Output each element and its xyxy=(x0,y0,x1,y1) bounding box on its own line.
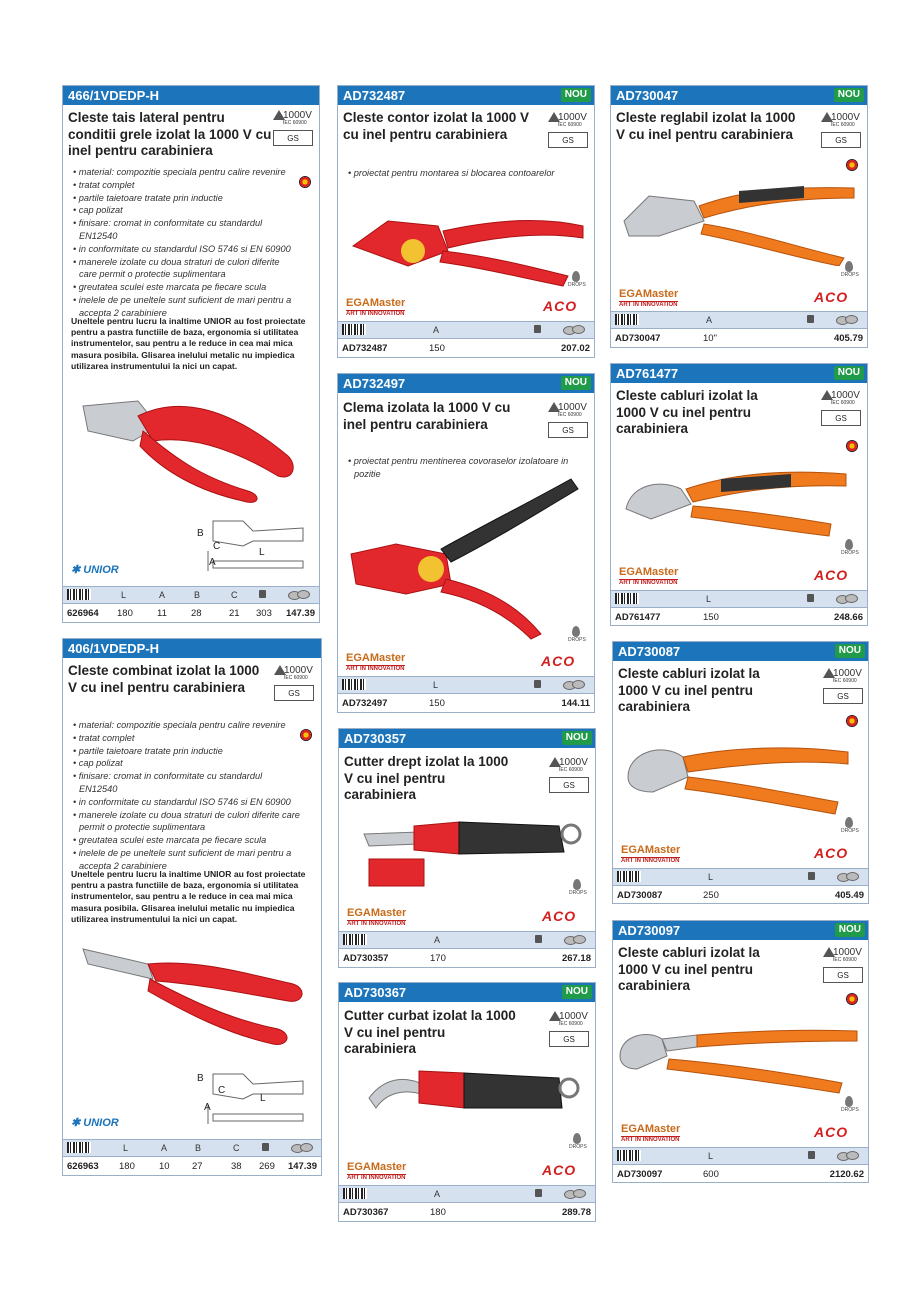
weight-icon xyxy=(535,935,542,943)
product-card xyxy=(337,373,595,713)
table-header xyxy=(338,676,594,694)
table-header xyxy=(613,1147,868,1165)
product-code-header: 406/1VDEDP-H xyxy=(63,639,321,658)
feature-item: • tratat complet xyxy=(73,732,135,743)
table-header xyxy=(63,1139,321,1157)
barcode-icon xyxy=(67,1142,91,1153)
feature-item: • material: compozitie speciala pentru calire revenire xyxy=(73,167,286,177)
table-header xyxy=(339,1185,595,1203)
barcode-icon xyxy=(67,589,91,600)
new-badge: NOU xyxy=(561,376,591,390)
feature-list xyxy=(71,719,301,873)
barcode-icon xyxy=(343,1188,367,1199)
weight-icon xyxy=(262,1143,269,1151)
aco-logo: ACO xyxy=(814,567,849,583)
col-l: L xyxy=(708,1151,714,1161)
coins-icon xyxy=(836,315,858,324)
coins-icon xyxy=(563,325,585,334)
col-c: C xyxy=(231,590,238,600)
cable-cutter-image xyxy=(623,737,858,817)
table-row: AD732497 150 144.11 xyxy=(342,698,590,709)
barcode-icon xyxy=(615,314,639,325)
table-row: AD730097 600 2120.62 xyxy=(617,1169,864,1180)
product-title: Cleste cabluri izolat la 1000 V cu inel pentru carabiniera xyxy=(616,388,758,436)
product-code-header: AD732487 NOU xyxy=(338,86,594,105)
col-l: L xyxy=(708,872,714,882)
feature-item: • greutatea sculei este marcata pe fiecare scula xyxy=(73,835,267,846)
product-card xyxy=(337,85,595,358)
combination-plier-image xyxy=(78,939,313,1049)
product-code-header: AD730097 NOU xyxy=(613,921,868,940)
product-title: Clema izolata la 1000 V cu inel pentru carabiniera xyxy=(343,400,511,432)
drops-icon: DROPS xyxy=(841,817,857,834)
new-badge: NOU xyxy=(562,731,592,745)
adjustable-plier-image xyxy=(619,176,859,266)
product-card xyxy=(610,363,868,626)
aco-logo: ACO xyxy=(814,1124,849,1140)
feature-item: • material: compozitie speciala pentru calire revenire xyxy=(73,720,286,730)
weight-icon xyxy=(808,1151,815,1159)
product-code-header: AD730047 NOU xyxy=(611,86,867,105)
coins-icon xyxy=(564,935,586,944)
col-l: L xyxy=(123,1143,129,1153)
barcode-icon xyxy=(617,1150,641,1161)
feature-list xyxy=(71,166,299,320)
weight-icon xyxy=(259,590,266,598)
table-row: AD730367 180 289.78 xyxy=(343,1207,591,1218)
feature-item: • proiectat pentru mentinerea covoraselor izolatoare in pozitie xyxy=(348,456,569,479)
weight-icon xyxy=(534,325,541,333)
product-code-header: AD730087 NOU xyxy=(613,642,868,661)
dim-label-b: B xyxy=(197,528,204,539)
straight-cutter-image xyxy=(359,814,589,894)
germany-flag-icon xyxy=(846,159,858,171)
certification-1000v: 1000V IEC 60900 GS xyxy=(821,390,865,434)
feature-item: • proiectat pentru montarea si blocarea contoarelor xyxy=(348,168,555,178)
product-card xyxy=(338,728,596,968)
feature-item: • finisare: cromat in conformitate cu standardul EN12540 xyxy=(73,771,263,794)
drops-icon: DROPS xyxy=(569,879,585,896)
germany-flag-icon xyxy=(299,176,311,188)
feature-item: • finisare: cromat in conformitate cu standardul EN12540 xyxy=(73,218,263,241)
aco-logo: ACO xyxy=(542,1162,577,1178)
new-badge: NOU xyxy=(835,644,865,658)
new-badge: NOU xyxy=(835,923,865,937)
dimension-drawing xyxy=(203,1069,315,1129)
certification-1000v: 1000V IEC 60900 GS xyxy=(821,112,865,156)
feature-item: • tratat complet xyxy=(73,179,135,190)
drops-icon: DROPS xyxy=(569,1133,585,1150)
col-b: B xyxy=(194,590,201,600)
barcode-icon xyxy=(343,934,367,945)
germany-flag-icon xyxy=(846,993,858,1005)
product-title: Cleste reglabil izolat la 1000 V cu inel pentru carabiniera xyxy=(616,110,796,142)
drops-icon: DROPS xyxy=(841,261,857,278)
ega-master-logo: EGAMaster ART IN INNOVATION xyxy=(619,566,679,586)
barcode-icon xyxy=(617,871,641,882)
feature-item: • manerele izolate cu doua straturi de culori diferite care permit o protectie suplimentara xyxy=(73,809,300,833)
feature-item: • partile taietoare tratate prin inductie xyxy=(73,745,223,756)
col-l: L xyxy=(433,680,439,690)
table-row: AD730047 10" 405.79 xyxy=(615,333,863,344)
table-header xyxy=(338,321,594,339)
barcode-icon xyxy=(342,679,366,690)
col-l: L xyxy=(706,594,712,604)
dim-label-c: C xyxy=(218,1085,226,1096)
table-row: AD761477 150 248.66 xyxy=(615,612,863,623)
ega-master-logo: EGAMaster ART IN INNOVATION xyxy=(347,907,407,927)
feature-item: • cap polizat xyxy=(73,205,123,216)
feature-item: • inelele de pe uneltele sunt suficient de mari pentru a accepta 2 carabiniere xyxy=(73,847,292,871)
feature-item: • inelele de pe uneltele sunt suficient de mari pentru a accepta 2 carabiniere xyxy=(73,294,292,318)
ega-master-logo: EGAMaster ART IN INNOVATION xyxy=(621,1123,681,1143)
ega-master-logo: EGAMaster ART IN INNOVATION xyxy=(619,288,679,308)
barcode-icon xyxy=(615,593,639,604)
aco-logo: ACO xyxy=(814,845,849,861)
col-b: B xyxy=(195,1143,202,1153)
germany-flag-icon xyxy=(846,440,858,452)
col-a: A xyxy=(159,590,166,600)
dim-label-l: L xyxy=(260,1093,266,1104)
weight-icon xyxy=(808,872,815,880)
coins-icon xyxy=(836,594,858,603)
product-card xyxy=(338,982,596,1222)
dim-label-a: A xyxy=(204,1102,211,1113)
unior-logo: ✱ UNIOR xyxy=(71,1117,119,1129)
col-a: A xyxy=(161,1143,168,1153)
feature-list xyxy=(346,167,586,180)
aco-logo: ACO xyxy=(814,289,849,305)
meter-plier-image xyxy=(348,196,588,291)
certification-1000v: 1000V IEC 60900 GS xyxy=(549,757,593,801)
feature-item: • partile taietoare tratate prin inductie xyxy=(73,192,223,203)
product-card xyxy=(62,85,320,623)
certification-1000v: 1000V IEC 60900 GS xyxy=(823,947,867,991)
barcode-icon xyxy=(342,324,366,335)
product-title: Cleste combinat izolat la 1000 V cu inel pentru carabiniera xyxy=(68,663,260,695)
dim-label-b: B xyxy=(197,1073,204,1084)
product-code-header: 466/1VDEDP-H xyxy=(63,86,319,105)
product-title: Cutter curbat izolat la 1000 V cu inel pentru carabiniera xyxy=(344,1008,516,1056)
product-card xyxy=(612,920,869,1183)
col-a: A xyxy=(433,325,440,335)
table-header xyxy=(63,586,319,604)
product-card xyxy=(610,85,868,348)
coins-icon xyxy=(288,590,310,599)
coins-icon xyxy=(564,1189,586,1198)
product-title: Cleste cabluri izolat la 1000 V cu inel pentru carabiniera xyxy=(618,945,760,993)
certification-1000v: 1000V IEC 60900 GS xyxy=(548,112,592,156)
unior-logo: ✱ UNIOR xyxy=(71,564,119,576)
ega-master-logo: EGAMaster ART IN INNOVATION xyxy=(621,844,681,864)
curved-cutter-image xyxy=(364,1063,584,1133)
germany-flag-icon xyxy=(846,715,858,727)
weight-icon xyxy=(807,315,814,323)
weight-icon xyxy=(807,594,814,602)
table-row: 626963 180 10 27 38 269 147.39 xyxy=(67,1161,317,1172)
col-c: C xyxy=(233,1143,240,1153)
feature-item: • in conformitate cu standardul ISO 5746 si EN 60900 xyxy=(73,796,291,807)
aco-logo: ACO xyxy=(543,298,578,314)
certification-1000v: 1000V IEC 60900 GS xyxy=(823,668,867,712)
product-code-header: AD732497 NOU xyxy=(338,374,594,393)
weight-icon xyxy=(534,680,541,688)
side-cutter-image xyxy=(78,386,308,506)
certification-1000v: 1000V IEC 60900 GS xyxy=(548,402,592,446)
description-paragraph: Uneltele pentru lucru la inaltime UNIOR au fost proiectate pentru a pastra functiile de baza, ergonomia si utilitatea instrumentelor, sau pentru a le reduce in cea mai mica masura posibila. Glisarea inelului metalic nu impiedica utilizarea instrumentului la nici un capat. xyxy=(71,869,306,924)
dim-label-c: C xyxy=(213,541,221,552)
coins-icon xyxy=(291,1143,313,1152)
certification-1000v: 1000V IEC 60900 GS xyxy=(273,110,317,154)
feature-item: • greutatea sculei este marcata pe fiecare scula xyxy=(73,282,267,293)
table-header xyxy=(339,931,595,949)
table-row: AD730357 170 267.18 xyxy=(343,953,591,964)
product-code-header: AD761477 NOU xyxy=(611,364,867,383)
drops-icon: DROPS xyxy=(841,1096,857,1113)
aco-logo: ACO xyxy=(542,908,577,924)
product-title: Cleste cabluri izolat la 1000 V cu inel pentru carabiniera xyxy=(618,666,760,714)
germany-flag-icon xyxy=(300,729,312,741)
insulated-clamp-image xyxy=(346,474,586,644)
dim-label-a: A xyxy=(209,557,216,568)
col-a: A xyxy=(434,1189,441,1199)
feature-item: • in conformitate cu standardul ISO 5746 si EN 60900 xyxy=(73,243,291,254)
dim-label-l: L xyxy=(259,547,265,558)
table-header xyxy=(611,311,867,329)
new-badge: NOU xyxy=(834,366,864,380)
cable-cutter-image xyxy=(621,454,856,544)
col-a: A xyxy=(706,315,713,325)
product-card xyxy=(62,638,322,1176)
new-badge: NOU xyxy=(562,985,592,999)
certification-1000v: 1000V IEC 60900 GS xyxy=(274,665,318,709)
drops-icon: DROPS xyxy=(841,539,857,556)
col-a: A xyxy=(434,935,441,945)
coins-icon xyxy=(837,872,859,881)
certification-1000v: 1000V IEC 60900 GS xyxy=(549,1011,593,1055)
drops-icon: DROPS xyxy=(568,626,584,643)
long-cable-cutter-image xyxy=(617,1021,862,1096)
ega-master-logo: EGAMaster ART IN INNOVATION xyxy=(347,1161,407,1181)
table-row: AD732487 150 207.02 xyxy=(342,343,590,354)
aco-logo: ACO xyxy=(541,653,576,669)
feature-item: • manerele izolate cu doua straturi de culori diferite care permit o protectie suplimentara xyxy=(73,256,280,280)
product-title: Cleste tais lateral pentru conditii grele izolat la 1000 V cu inel pentru carabiniera xyxy=(68,110,272,158)
coins-icon xyxy=(837,1151,859,1160)
product-title: Cleste contor izolat la 1000 V cu inel pentru carabiniera xyxy=(343,110,530,142)
ega-master-logo: EGAMaster ART IN INNOVATION xyxy=(346,652,406,672)
product-code-header: AD730367 NOU xyxy=(339,983,595,1002)
ega-master-logo: EGAMaster ART IN INNOVATION xyxy=(346,297,406,317)
weight-icon xyxy=(535,1189,542,1197)
product-title: Cutter drept izolat la 1000 V cu inel pentru carabiniera xyxy=(344,754,509,802)
description-paragraph: Uneltele pentru lucru la inaltime UNIOR au fost proiectate pentru a pastra functiile de baza, ergonomia si utilitatea instrumentelor, sau pentru a le reduce in cea mai mica masura posibila. Glisarea inelului metalic nu impiedica utilizarea instrumentului la nici un capat. xyxy=(71,316,306,371)
table-row: 626964 180 11 28 21 303 147.39 xyxy=(67,608,315,619)
table-header xyxy=(613,868,868,886)
new-badge: NOU xyxy=(834,88,864,102)
product-card xyxy=(612,641,869,904)
table-header xyxy=(611,590,867,608)
coins-icon xyxy=(563,680,585,689)
col-l: L xyxy=(121,590,127,600)
new-badge: NOU xyxy=(561,88,591,102)
product-code-header: AD730357 NOU xyxy=(339,729,595,748)
feature-item: • cap polizat xyxy=(73,758,123,769)
drops-icon: DROPS xyxy=(568,271,584,288)
table-row: AD730087 250 405.49 xyxy=(617,890,864,901)
